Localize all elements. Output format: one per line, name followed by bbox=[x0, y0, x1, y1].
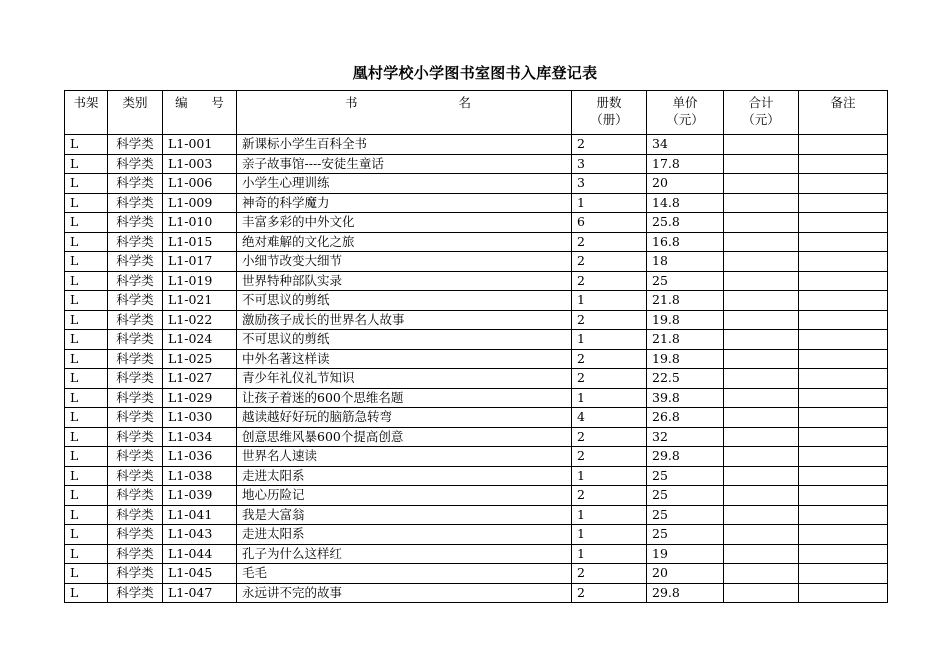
cell-book-name: 世界特种部队实录 bbox=[237, 271, 572, 291]
cell-unit-price: 21.8 bbox=[647, 330, 724, 350]
cell-remark bbox=[799, 564, 888, 584]
cell-shelf: L bbox=[65, 486, 108, 506]
cell-unit-price: 25 bbox=[647, 466, 724, 486]
header-code: 编 号 bbox=[163, 91, 237, 135]
cell-total bbox=[724, 427, 799, 447]
cell-quantity: 1 bbox=[572, 388, 647, 408]
cell-book-name: 让孩子着迷的600个思维名题 bbox=[237, 388, 572, 408]
cell-quantity: 3 bbox=[572, 174, 647, 194]
cell-quantity: 2 bbox=[572, 447, 647, 467]
table-row bbox=[65, 174, 888, 194]
cell-shelf: L bbox=[65, 252, 108, 272]
cell-remark bbox=[799, 232, 888, 252]
cell-unit-price: 29.8 bbox=[647, 447, 724, 467]
cell-remark bbox=[799, 252, 888, 272]
cell-remark bbox=[799, 427, 888, 447]
cell-category: 科学类 bbox=[108, 349, 163, 369]
table-row bbox=[65, 544, 888, 564]
cell-remark bbox=[799, 408, 888, 428]
book-register-table bbox=[64, 90, 888, 603]
cell-code: L1-010 bbox=[163, 213, 237, 233]
header-category: 类别 bbox=[108, 91, 163, 135]
cell-category: 科学类 bbox=[108, 135, 163, 155]
cell-category: 科学类 bbox=[108, 544, 163, 564]
cell-code: L1-027 bbox=[163, 369, 237, 389]
cell-quantity: 6 bbox=[572, 213, 647, 233]
cell-unit-price: 29.8 bbox=[647, 583, 724, 603]
cell-quantity: 2 bbox=[572, 135, 647, 155]
cell-unit-price: 16.8 bbox=[647, 232, 724, 252]
cell-shelf: L bbox=[65, 330, 108, 350]
cell-quantity: 1 bbox=[572, 466, 647, 486]
cell-total bbox=[724, 310, 799, 330]
cell-category: 科学类 bbox=[108, 486, 163, 506]
cell-unit-price: 20 bbox=[647, 174, 724, 194]
cell-category: 科学类 bbox=[108, 427, 163, 447]
cell-quantity: 2 bbox=[572, 369, 647, 389]
cell-shelf: L bbox=[65, 154, 108, 174]
page-title: 凰村学校小学图书室图书入库登记表 bbox=[352, 64, 598, 82]
cell-total bbox=[724, 213, 799, 233]
cell-code: L1-006 bbox=[163, 174, 237, 194]
header-unit-price: 单价 （元） bbox=[647, 91, 724, 135]
cell-code: L1-030 bbox=[163, 408, 237, 428]
cell-total bbox=[724, 271, 799, 291]
cell-remark bbox=[799, 447, 888, 467]
cell-unit-price: 22.5 bbox=[647, 369, 724, 389]
cell-total bbox=[724, 505, 799, 525]
cell-total bbox=[724, 388, 799, 408]
cell-quantity: 4 bbox=[572, 408, 647, 428]
cell-book-name: 新课标小学生百科全书 bbox=[237, 135, 572, 155]
cell-shelf: L bbox=[65, 564, 108, 584]
cell-unit-price: 19.8 bbox=[647, 349, 724, 369]
cell-book-name: 绝对难解的文化之旅 bbox=[237, 232, 572, 252]
cell-total bbox=[724, 154, 799, 174]
cell-code: L1-039 bbox=[163, 486, 237, 506]
cell-code: L1-034 bbox=[163, 427, 237, 447]
cell-unit-price: 34 bbox=[647, 135, 724, 155]
cell-remark bbox=[799, 310, 888, 330]
table-row bbox=[65, 564, 888, 584]
cell-code: L1-021 bbox=[163, 291, 237, 311]
cell-remark bbox=[799, 544, 888, 564]
table-row bbox=[65, 525, 888, 545]
cell-total bbox=[724, 193, 799, 213]
cell-remark bbox=[799, 388, 888, 408]
cell-unit-price: 25 bbox=[647, 525, 724, 545]
table-row bbox=[65, 154, 888, 174]
cell-remark bbox=[799, 154, 888, 174]
cell-shelf: L bbox=[65, 525, 108, 545]
cell-book-name: 小学生心理训练 bbox=[237, 174, 572, 194]
cell-book-name: 我是大富翁 bbox=[237, 505, 572, 525]
cell-book-name: 亲子故事馆----安徒生童话 bbox=[237, 154, 572, 174]
cell-book-name: 地心历险记 bbox=[237, 486, 572, 506]
cell-quantity: 2 bbox=[572, 232, 647, 252]
table-row bbox=[65, 486, 888, 506]
cell-code: L1-017 bbox=[163, 252, 237, 272]
cell-quantity: 1 bbox=[572, 330, 647, 350]
cell-category: 科学类 bbox=[108, 252, 163, 272]
table-row bbox=[65, 408, 888, 428]
cell-category: 科学类 bbox=[108, 564, 163, 584]
table-row bbox=[65, 466, 888, 486]
table-row bbox=[65, 505, 888, 525]
cell-code: L1-043 bbox=[163, 525, 237, 545]
cell-unit-price: 25 bbox=[647, 505, 724, 525]
table-row bbox=[65, 369, 888, 389]
cell-code: L1-044 bbox=[163, 544, 237, 564]
cell-quantity: 2 bbox=[572, 427, 647, 447]
header-shelf: 书架 bbox=[65, 91, 108, 135]
cell-quantity: 1 bbox=[572, 525, 647, 545]
cell-code: L1-015 bbox=[163, 232, 237, 252]
cell-book-name: 永远讲不完的故事 bbox=[237, 583, 572, 603]
cell-code: L1-024 bbox=[163, 330, 237, 350]
cell-shelf: L bbox=[65, 193, 108, 213]
table-row bbox=[65, 291, 888, 311]
cell-book-name: 中外名著这样读 bbox=[237, 349, 572, 369]
cell-category: 科学类 bbox=[108, 154, 163, 174]
cell-shelf: L bbox=[65, 349, 108, 369]
cell-category: 科学类 bbox=[108, 583, 163, 603]
cell-quantity: 1 bbox=[572, 505, 647, 525]
cell-shelf: L bbox=[65, 213, 108, 233]
cell-shelf: L bbox=[65, 583, 108, 603]
cell-total bbox=[724, 544, 799, 564]
cell-book-name: 走进太阳系 bbox=[237, 525, 572, 545]
cell-quantity: 1 bbox=[572, 291, 647, 311]
cell-shelf: L bbox=[65, 427, 108, 447]
cell-category: 科学类 bbox=[108, 310, 163, 330]
cell-unit-price: 39.8 bbox=[647, 388, 724, 408]
cell-quantity: 2 bbox=[572, 583, 647, 603]
cell-category: 科学类 bbox=[108, 525, 163, 545]
cell-shelf: L bbox=[65, 369, 108, 389]
table-row bbox=[65, 349, 888, 369]
cell-total bbox=[724, 291, 799, 311]
cell-remark bbox=[799, 174, 888, 194]
cell-code: L1-022 bbox=[163, 310, 237, 330]
table-row bbox=[65, 252, 888, 272]
cell-shelf: L bbox=[65, 388, 108, 408]
cell-total bbox=[724, 525, 799, 545]
cell-shelf: L bbox=[65, 310, 108, 330]
cell-category: 科学类 bbox=[108, 193, 163, 213]
cell-category: 科学类 bbox=[108, 291, 163, 311]
cell-code: L1-038 bbox=[163, 466, 237, 486]
cell-total bbox=[724, 583, 799, 603]
cell-total bbox=[724, 232, 799, 252]
cell-unit-price: 17.8 bbox=[647, 154, 724, 174]
cell-remark bbox=[799, 525, 888, 545]
cell-shelf: L bbox=[65, 466, 108, 486]
cell-total bbox=[724, 135, 799, 155]
cell-category: 科学类 bbox=[108, 505, 163, 525]
cell-quantity: 1 bbox=[572, 544, 647, 564]
cell-remark bbox=[799, 135, 888, 155]
cell-category: 科学类 bbox=[108, 388, 163, 408]
cell-quantity: 3 bbox=[572, 154, 647, 174]
cell-shelf: L bbox=[65, 408, 108, 428]
cell-book-name: 毛毛 bbox=[237, 564, 572, 584]
cell-category: 科学类 bbox=[108, 174, 163, 194]
cell-total bbox=[724, 252, 799, 272]
cell-book-name: 青少年礼仪礼节知识 bbox=[237, 369, 572, 389]
cell-category: 科学类 bbox=[108, 330, 163, 350]
cell-category: 科学类 bbox=[108, 232, 163, 252]
cell-code: L1-047 bbox=[163, 583, 237, 603]
cell-total bbox=[724, 174, 799, 194]
cell-total bbox=[724, 466, 799, 486]
cell-code: L1-036 bbox=[163, 447, 237, 467]
table-row bbox=[65, 583, 888, 603]
cell-remark bbox=[799, 271, 888, 291]
cell-code: L1-001 bbox=[163, 135, 237, 155]
cell-category: 科学类 bbox=[108, 408, 163, 428]
cell-total bbox=[724, 564, 799, 584]
cell-book-name: 神奇的科学魔力 bbox=[237, 193, 572, 213]
cell-total bbox=[724, 369, 799, 389]
cell-total bbox=[724, 447, 799, 467]
cell-code: L1-041 bbox=[163, 505, 237, 525]
cell-code: L1-025 bbox=[163, 349, 237, 369]
cell-category: 科学类 bbox=[108, 466, 163, 486]
header-row bbox=[65, 91, 888, 135]
cell-remark bbox=[799, 466, 888, 486]
cell-unit-price: 21.8 bbox=[647, 291, 724, 311]
cell-book-name: 不可思议的剪纸 bbox=[237, 330, 572, 350]
cell-code: L1-003 bbox=[163, 154, 237, 174]
cell-book-name: 越读越好好玩的脑筋急转弯 bbox=[237, 408, 572, 428]
cell-unit-price: 18 bbox=[647, 252, 724, 272]
cell-book-name: 走进太阳系 bbox=[237, 466, 572, 486]
cell-total bbox=[724, 408, 799, 428]
header-total: 合计 （元） bbox=[724, 91, 799, 135]
table-row bbox=[65, 388, 888, 408]
cell-code: L1-045 bbox=[163, 564, 237, 584]
table-row bbox=[65, 427, 888, 447]
cell-shelf: L bbox=[65, 291, 108, 311]
cell-shelf: L bbox=[65, 174, 108, 194]
table-row bbox=[65, 135, 888, 155]
table-row bbox=[65, 232, 888, 252]
table-row bbox=[65, 213, 888, 233]
cell-book-name: 创意思维风暴600个提高创意 bbox=[237, 427, 572, 447]
table-row bbox=[65, 310, 888, 330]
cell-remark bbox=[799, 349, 888, 369]
cell-book-name: 小细节改变大细节 bbox=[237, 252, 572, 272]
cell-code: L1-029 bbox=[163, 388, 237, 408]
cell-book-name: 孔子为什么这样红 bbox=[237, 544, 572, 564]
table-row bbox=[65, 330, 888, 350]
cell-unit-price: 25 bbox=[647, 486, 724, 506]
cell-quantity: 2 bbox=[572, 252, 647, 272]
cell-shelf: L bbox=[65, 505, 108, 525]
cell-book-name: 世界名人速读 bbox=[237, 447, 572, 467]
cell-quantity: 1 bbox=[572, 193, 647, 213]
cell-remark bbox=[799, 505, 888, 525]
cell-remark bbox=[799, 330, 888, 350]
cell-total bbox=[724, 330, 799, 350]
table-row bbox=[65, 271, 888, 291]
cell-quantity: 2 bbox=[572, 349, 647, 369]
cell-remark bbox=[799, 369, 888, 389]
cell-remark bbox=[799, 193, 888, 213]
cell-quantity: 2 bbox=[572, 486, 647, 506]
cell-remark bbox=[799, 213, 888, 233]
cell-category: 科学类 bbox=[108, 447, 163, 467]
cell-shelf: L bbox=[65, 135, 108, 155]
cell-category: 科学类 bbox=[108, 369, 163, 389]
header-book-name: 书 名 bbox=[237, 91, 572, 135]
header-remark: 备注 bbox=[799, 91, 888, 135]
cell-total bbox=[724, 486, 799, 506]
cell-category: 科学类 bbox=[108, 213, 163, 233]
cell-unit-price: 19.8 bbox=[647, 310, 724, 330]
table-row bbox=[65, 447, 888, 467]
cell-remark bbox=[799, 291, 888, 311]
cell-unit-price: 19 bbox=[647, 544, 724, 564]
cell-shelf: L bbox=[65, 271, 108, 291]
cell-remark bbox=[799, 486, 888, 506]
cell-shelf: L bbox=[65, 232, 108, 252]
cell-unit-price: 14.8 bbox=[647, 193, 724, 213]
cell-unit-price: 32 bbox=[647, 427, 724, 447]
cell-quantity: 2 bbox=[572, 310, 647, 330]
cell-code: L1-009 bbox=[163, 193, 237, 213]
cell-book-name: 丰富多彩的中外文化 bbox=[237, 213, 572, 233]
header-quantity: 册数 （册） bbox=[572, 91, 647, 135]
cell-code: L1-019 bbox=[163, 271, 237, 291]
cell-book-name: 激励孩子成长的世界名人故事 bbox=[237, 310, 572, 330]
table-row bbox=[65, 193, 888, 213]
cell-quantity: 2 bbox=[572, 271, 647, 291]
cell-unit-price: 25 bbox=[647, 271, 724, 291]
cell-unit-price: 25.8 bbox=[647, 213, 724, 233]
cell-shelf: L bbox=[65, 447, 108, 467]
cell-quantity: 2 bbox=[572, 564, 647, 584]
cell-book-name: 不可思议的剪纸 bbox=[237, 291, 572, 311]
cell-total bbox=[724, 349, 799, 369]
cell-shelf: L bbox=[65, 544, 108, 564]
cell-remark bbox=[799, 583, 888, 603]
cell-unit-price: 26.8 bbox=[647, 408, 724, 428]
cell-unit-price: 20 bbox=[647, 564, 724, 584]
cell-category: 科学类 bbox=[108, 271, 163, 291]
